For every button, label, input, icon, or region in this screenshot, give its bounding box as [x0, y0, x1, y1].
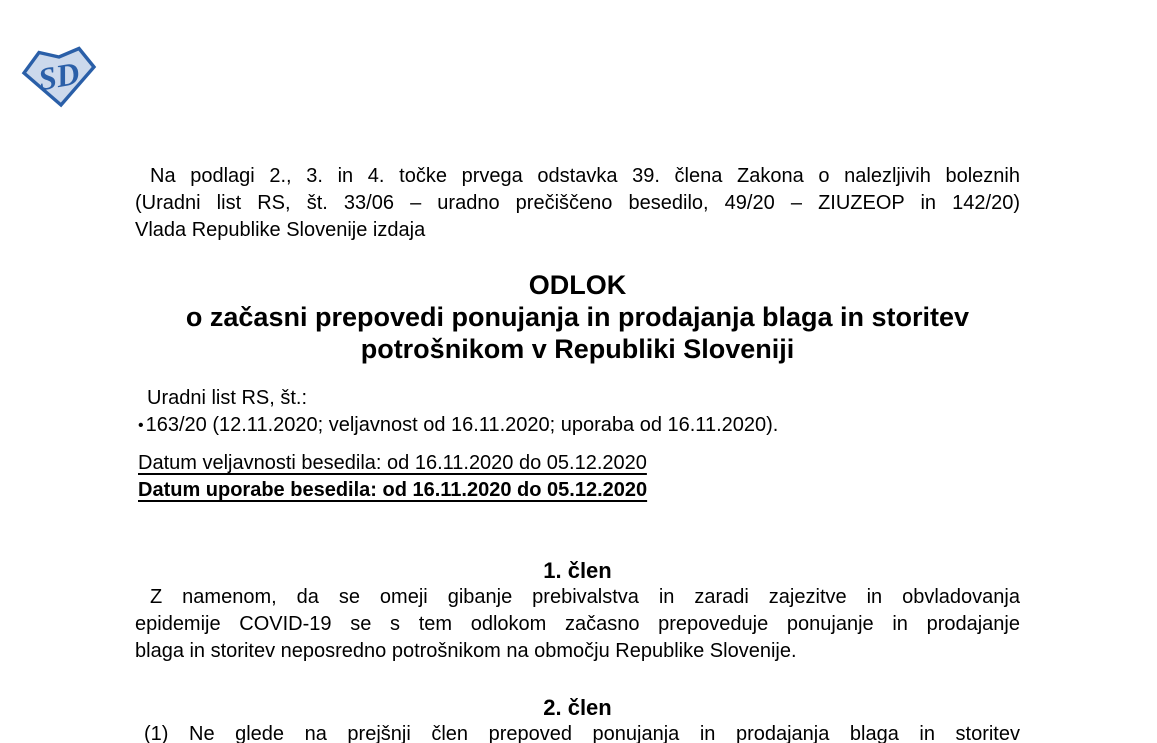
decree-title-line: ODLOK: [528, 270, 627, 300]
validity-dates: [135, 450, 1020, 504]
document-body: [135, 0, 1020, 743]
article-1-text: [135, 584, 1020, 665]
decree-title: [135, 269, 1020, 365]
intro-paragraph: [135, 163, 1020, 244]
validity-date-line: Datum veljavnosti besedila: od 16.11.2020 do 05.12.2020: [138, 452, 647, 474]
article-1-line: blaga in storitev neposredno potrošnikom na območju Republike Slovenije.: [135, 640, 797, 662]
usage-date-line: Datum uporabe besedila: od 16.11.2020 do 05.12.2020: [138, 479, 648, 501]
article-2-heading: 2. člen: [543, 695, 612, 720]
intro-line: Na podlagi 2., 3. in 4. točke prvega odstavka 39. člena Zakona o nalezljivih boleznih: [150, 165, 1020, 187]
list-bullet: •: [138, 417, 144, 434]
gazette-item-text: 163/20 (12.11.2020; veljavnost od 16.11.2020; uporaba od 16.11.2020).: [145, 414, 779, 436]
decree-title-line: potrošnikom v Republiki Sloveniji: [360, 334, 795, 364]
article-2-line: (1) Ne glede na prejšnji člen prepoved ponujanja in prodajanja blaga in storitev: [144, 723, 1020, 743]
intro-line: (Uradni list RS, št. 33/06 – uradno prečiščeno besedilo, 49/20 – ZIUZEOP in 142/20): [135, 192, 1020, 214]
gazette-label: Uradni list RS, št.:: [147, 387, 308, 409]
article-1-line: epidemije COVID-19 se s tem odlokom začasno prepoveduje ponujanje in prodajanje: [135, 613, 1020, 635]
gazette-list-item: [135, 412, 1020, 439]
logo-letters: SD: [35, 54, 83, 98]
intro-line: Vlada Republike Slovenije izdaja: [135, 219, 426, 241]
article-2-text: [135, 721, 1020, 743]
sd-diamond-logo: [21, 46, 97, 108]
article-1-line: Z namenom, da se omeji gibanje prebivalstva in zaradi zajezitve in obvladovanja: [150, 586, 1020, 608]
decree-title-line: o začasni prepovedi ponujanja in prodajanja blaga in storitev: [185, 302, 970, 332]
article-1-heading: 1. člen: [543, 558, 612, 583]
